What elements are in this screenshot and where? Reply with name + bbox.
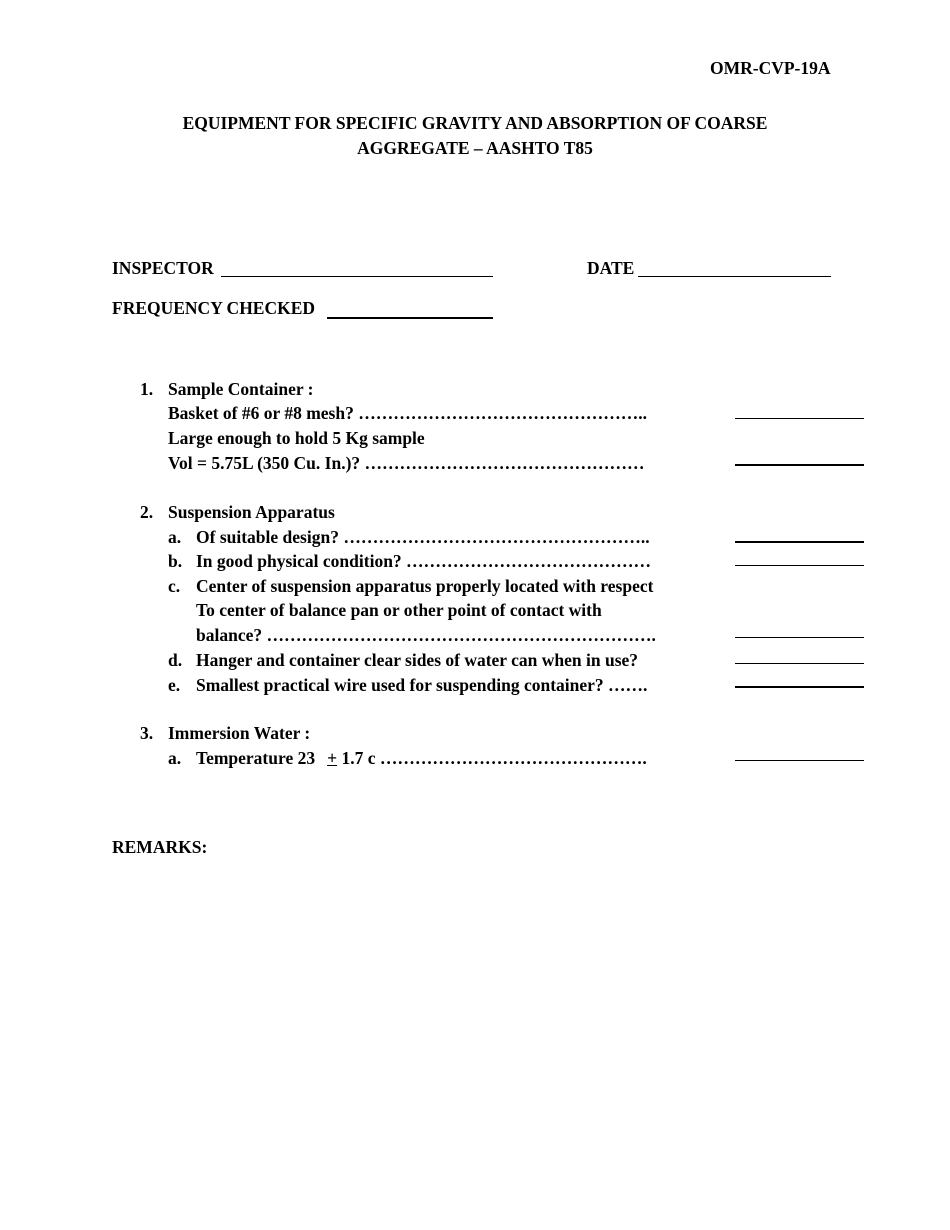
section-3-number: 3. — [140, 723, 154, 743]
answer-1a[interactable] — [735, 418, 864, 419]
item-2c-line-1: Center of suspension apparatus properly located with respect — [196, 576, 654, 596]
section-1-line-1: Basket of #6 or #8 mesh? ………………………………………….. — [168, 403, 647, 423]
frequency-field[interactable] — [327, 317, 493, 319]
item-2a-letter: a. — [168, 527, 182, 547]
section-1-line-3: Vol = 5.75L (350 Cu. In.)? ………………………………………… — [168, 453, 645, 473]
answer-2b[interactable] — [735, 565, 864, 566]
item-2e-text: Smallest practical wire used for suspending container? ……. — [196, 675, 648, 695]
title-line-1: EQUIPMENT FOR SPECIFIC GRAVITY AND ABSORPTION OF COARSE — [182, 113, 768, 133]
plus-minus-symbol: + — [327, 748, 338, 768]
answer-3a[interactable] — [735, 760, 864, 761]
item-2c-letter: c. — [168, 576, 181, 596]
title-line-2: AGGREGATE – AASHTO T85 — [357, 138, 593, 158]
item-3a-text — [196, 747, 647, 769]
item-2e-letter: e. — [168, 675, 181, 695]
section-1-number: 1. — [140, 379, 154, 399]
item-2d-text: Hanger and container clear sides of water can when in use? — [196, 650, 639, 670]
section-1-heading: Sample Container : — [168, 379, 314, 399]
date-field[interactable] — [638, 276, 831, 277]
form-code: OMR-CVP-19A — [710, 58, 831, 78]
answer-1b[interactable] — [735, 464, 864, 466]
section-2-heading: Suspension Apparatus — [168, 502, 335, 522]
inspector-field[interactable] — [221, 276, 493, 277]
section-3-heading: Immersion Water : — [168, 723, 311, 743]
item-2a-text: Of suitable design? …………………………………………….. — [196, 527, 650, 547]
remarks-label: REMARKS: — [112, 837, 208, 857]
date-label: DATE — [587, 258, 635, 278]
temperature-suffix: 1.7 c ………………………………………. — [341, 748, 647, 768]
inspector-label: INSPECTOR — [112, 258, 214, 278]
answer-2c[interactable] — [735, 637, 864, 638]
frequency-label: FREQUENCY CHECKED — [112, 298, 316, 318]
item-3a-letter: a. — [168, 748, 182, 768]
item-2c-line-2: To center of balance pan or other point of contact with — [196, 600, 602, 620]
section-1-line-2: Large enough to hold 5 Kg sample — [168, 428, 425, 448]
section-2-number: 2. — [140, 502, 154, 522]
item-2b-letter: b. — [168, 551, 183, 571]
item-2d-letter: d. — [168, 650, 183, 670]
answer-2e[interactable] — [735, 686, 864, 688]
answer-2d[interactable] — [735, 663, 864, 664]
item-2c-line-3: balance? …………………………………………………………. — [196, 625, 656, 645]
item-2b-text: In good physical condition? …………………………………… — [196, 551, 652, 571]
answer-2a[interactable] — [735, 541, 864, 543]
temperature-prefix: Temperature 23 — [196, 748, 316, 768]
